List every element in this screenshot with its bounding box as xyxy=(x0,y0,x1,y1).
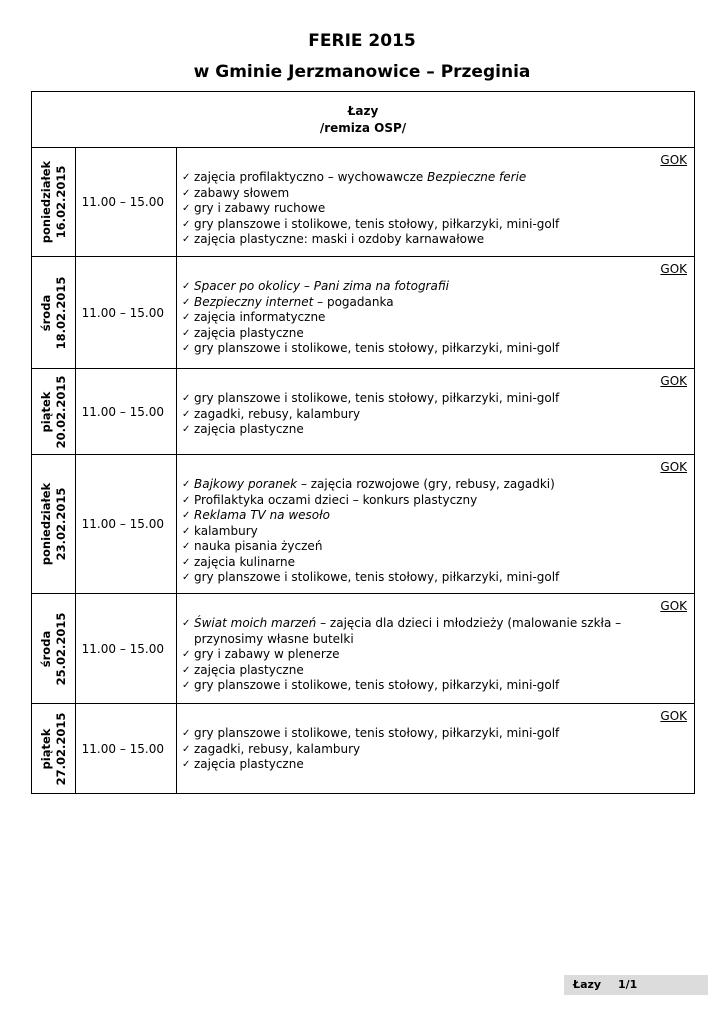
activity-title: Bezpieczny internet xyxy=(194,294,314,309)
activity-text: zajęcia plastyczne xyxy=(194,422,304,436)
activity-text: kalambury xyxy=(194,523,258,538)
day-row xyxy=(32,704,695,794)
activity-item xyxy=(182,555,688,571)
activity-list xyxy=(177,455,694,592)
day-row xyxy=(32,455,695,594)
activity-item xyxy=(182,539,688,555)
activity-list xyxy=(177,257,694,363)
activity-item xyxy=(182,170,688,186)
date-label: 18.02.2015 xyxy=(53,276,68,349)
activity-item xyxy=(182,647,688,663)
activities-cell xyxy=(177,594,695,704)
activity-text: gry planszowe i stolikowe, tenis stołowy, piłkarzyki, mini-golf xyxy=(194,341,560,355)
activity-text: gry planszowe i stolikowe, tenis stołowy, piłkarzyki, mini-golf xyxy=(194,391,560,405)
activity-text: zagadki, rebusy, kalambury xyxy=(194,406,361,421)
time-cell: 11.00 – 15.00 xyxy=(76,148,177,257)
activity-text: – zajęcia rozwojowe (gry, rebusy, zagadki) xyxy=(297,477,555,491)
time-cell: 11.00 – 15.00 xyxy=(76,369,177,455)
activity-item xyxy=(182,326,688,342)
activity-item xyxy=(182,201,688,217)
activity-item xyxy=(182,757,688,773)
activities-cell xyxy=(177,704,695,794)
activity-text: Profilaktyka oczami dzieci – konkurs plastyczny xyxy=(194,492,478,507)
day-cell xyxy=(32,594,76,704)
location-subtitle: /remiza OSP/ xyxy=(319,120,407,135)
activity-item xyxy=(182,742,688,758)
activity-item xyxy=(182,663,688,679)
day-label xyxy=(39,483,69,565)
organizer-link[interactable]: GOK xyxy=(660,599,688,613)
activity-text: gry planszowe i stolikowe, tenis stołowy, piłkarzyki, mini-golf xyxy=(194,216,560,231)
activity-item xyxy=(182,508,688,524)
schedule-table xyxy=(31,91,695,794)
activity-item xyxy=(182,678,688,694)
organizer-link[interactable]: GOK xyxy=(660,262,688,276)
activities-cell xyxy=(177,455,695,594)
footer-location: Łazy xyxy=(573,978,602,991)
document-subtitle: w Gminie Jerzmanowice – Przeginia xyxy=(193,62,531,82)
weekday-label: piątek xyxy=(38,391,53,432)
activity-title: Spacer po okolicy – Pani zima na fotografii xyxy=(194,279,449,293)
activity-text: zajęcia plastyczne xyxy=(194,757,304,771)
activity-list xyxy=(177,369,694,444)
day-label xyxy=(39,612,69,685)
organizer-link[interactable]: GOK xyxy=(660,460,688,474)
activity-text: zabawy słowem xyxy=(194,185,290,200)
activity-text: – pogadanka xyxy=(313,294,394,309)
activity-item xyxy=(182,391,688,407)
activity-title: Reklama TV na wesoło xyxy=(194,508,330,522)
activity-text: gry planszowe i stolikowe, tenis stołowy, piłkarzyki, mini-golf xyxy=(194,678,560,692)
activity-item xyxy=(182,524,688,540)
weekday-label: środa xyxy=(38,630,53,667)
day-label xyxy=(39,712,69,785)
day-row xyxy=(32,369,695,455)
time-cell: 11.00 – 15.00 xyxy=(76,704,177,794)
date-label: 23.02.2015 xyxy=(53,487,68,561)
organizer-link[interactable]: GOK xyxy=(660,153,688,167)
day-cell xyxy=(32,455,76,594)
footer-page-number: 1/1 xyxy=(618,978,638,991)
activity-text: zajęcia plastyczne: maski i ozdoby karnawałowe xyxy=(194,232,485,246)
activity-item xyxy=(182,422,688,438)
weekday-label: piątek xyxy=(38,728,53,769)
activity-text: gry planszowe i stolikowe, tenis stołowy, piłkarzyki, mini-golf xyxy=(194,570,560,584)
activity-text: gry i zabawy ruchowe xyxy=(194,201,326,215)
activity-text: zajęcia profilaktyczno – wychowawcze xyxy=(194,170,428,184)
activity-text: – zajęcia dla dzieci i młodzieży (malowanie szkła – przynosimy własne butelki xyxy=(194,616,622,646)
activity-item xyxy=(182,570,688,586)
activity-title: Świat moich marzeń xyxy=(194,616,317,630)
activities-cell xyxy=(177,148,695,257)
activity-item xyxy=(182,616,688,647)
day-cell xyxy=(32,257,76,369)
day-cell xyxy=(32,704,76,794)
activity-text: zagadki, rebusy, kalambury xyxy=(194,741,361,756)
activity-text: gry planszowe i stolikowe, tenis stołowy, piłkarzyki, mini-golf xyxy=(194,726,560,740)
activity-item xyxy=(182,407,688,423)
activity-list xyxy=(177,148,694,254)
organizer-link[interactable]: GOK xyxy=(660,709,688,723)
activity-text: gry i zabawy w plenerze xyxy=(194,647,340,661)
day-row xyxy=(32,148,695,257)
activities-cell xyxy=(177,369,695,455)
activity-text: zajęcia plastyczne xyxy=(194,662,304,677)
activity-item xyxy=(182,217,688,233)
time-cell: 11.00 – 15.00 xyxy=(76,257,177,369)
activity-item xyxy=(182,726,688,742)
date-label: 25.02.2015 xyxy=(53,612,68,685)
activity-item xyxy=(182,310,688,326)
activity-text: zajęcia plastyczne xyxy=(194,325,304,340)
activity-list xyxy=(177,704,694,779)
location-header-cell xyxy=(32,92,695,148)
activity-item xyxy=(182,279,688,295)
day-label xyxy=(39,375,69,448)
location-header-row xyxy=(32,92,695,148)
document-title: FERIE 2015 xyxy=(308,31,416,51)
date-label: 27.02.2015 xyxy=(53,712,68,785)
activity-item xyxy=(182,477,688,493)
day-label xyxy=(39,161,69,243)
time-cell: 11.00 – 15.00 xyxy=(76,594,177,704)
day-cell xyxy=(32,369,76,455)
activity-item xyxy=(182,493,688,509)
activity-item xyxy=(182,295,688,311)
activity-item xyxy=(182,341,688,357)
location-name: Łazy xyxy=(347,103,379,118)
weekday-label: poniedziałek xyxy=(38,482,53,566)
activity-text: zajęcia informatyczne xyxy=(194,310,326,324)
activity-item xyxy=(182,186,688,202)
weekday-label: środa xyxy=(38,294,53,331)
activity-item xyxy=(182,232,688,248)
day-row xyxy=(32,257,695,369)
activity-text: zajęcia kulinarne xyxy=(194,554,295,569)
activity-title: Bajkowy poranek xyxy=(194,477,298,491)
date-label: 20.02.2015 xyxy=(53,375,68,448)
page-footer xyxy=(564,975,708,995)
time-cell: 11.00 – 15.00 xyxy=(76,455,177,594)
organizer-link[interactable]: GOK xyxy=(660,374,688,388)
activity-title: Bezpieczne ferie xyxy=(427,170,527,184)
activity-text: nauka pisania życzeń xyxy=(194,539,323,553)
date-label: 16.02.2015 xyxy=(53,165,68,239)
day-label xyxy=(39,276,69,349)
weekday-label: poniedziałek xyxy=(38,160,53,244)
activities-cell xyxy=(177,257,695,369)
activity-list xyxy=(177,594,694,700)
day-cell xyxy=(32,148,76,257)
day-row xyxy=(32,594,695,704)
